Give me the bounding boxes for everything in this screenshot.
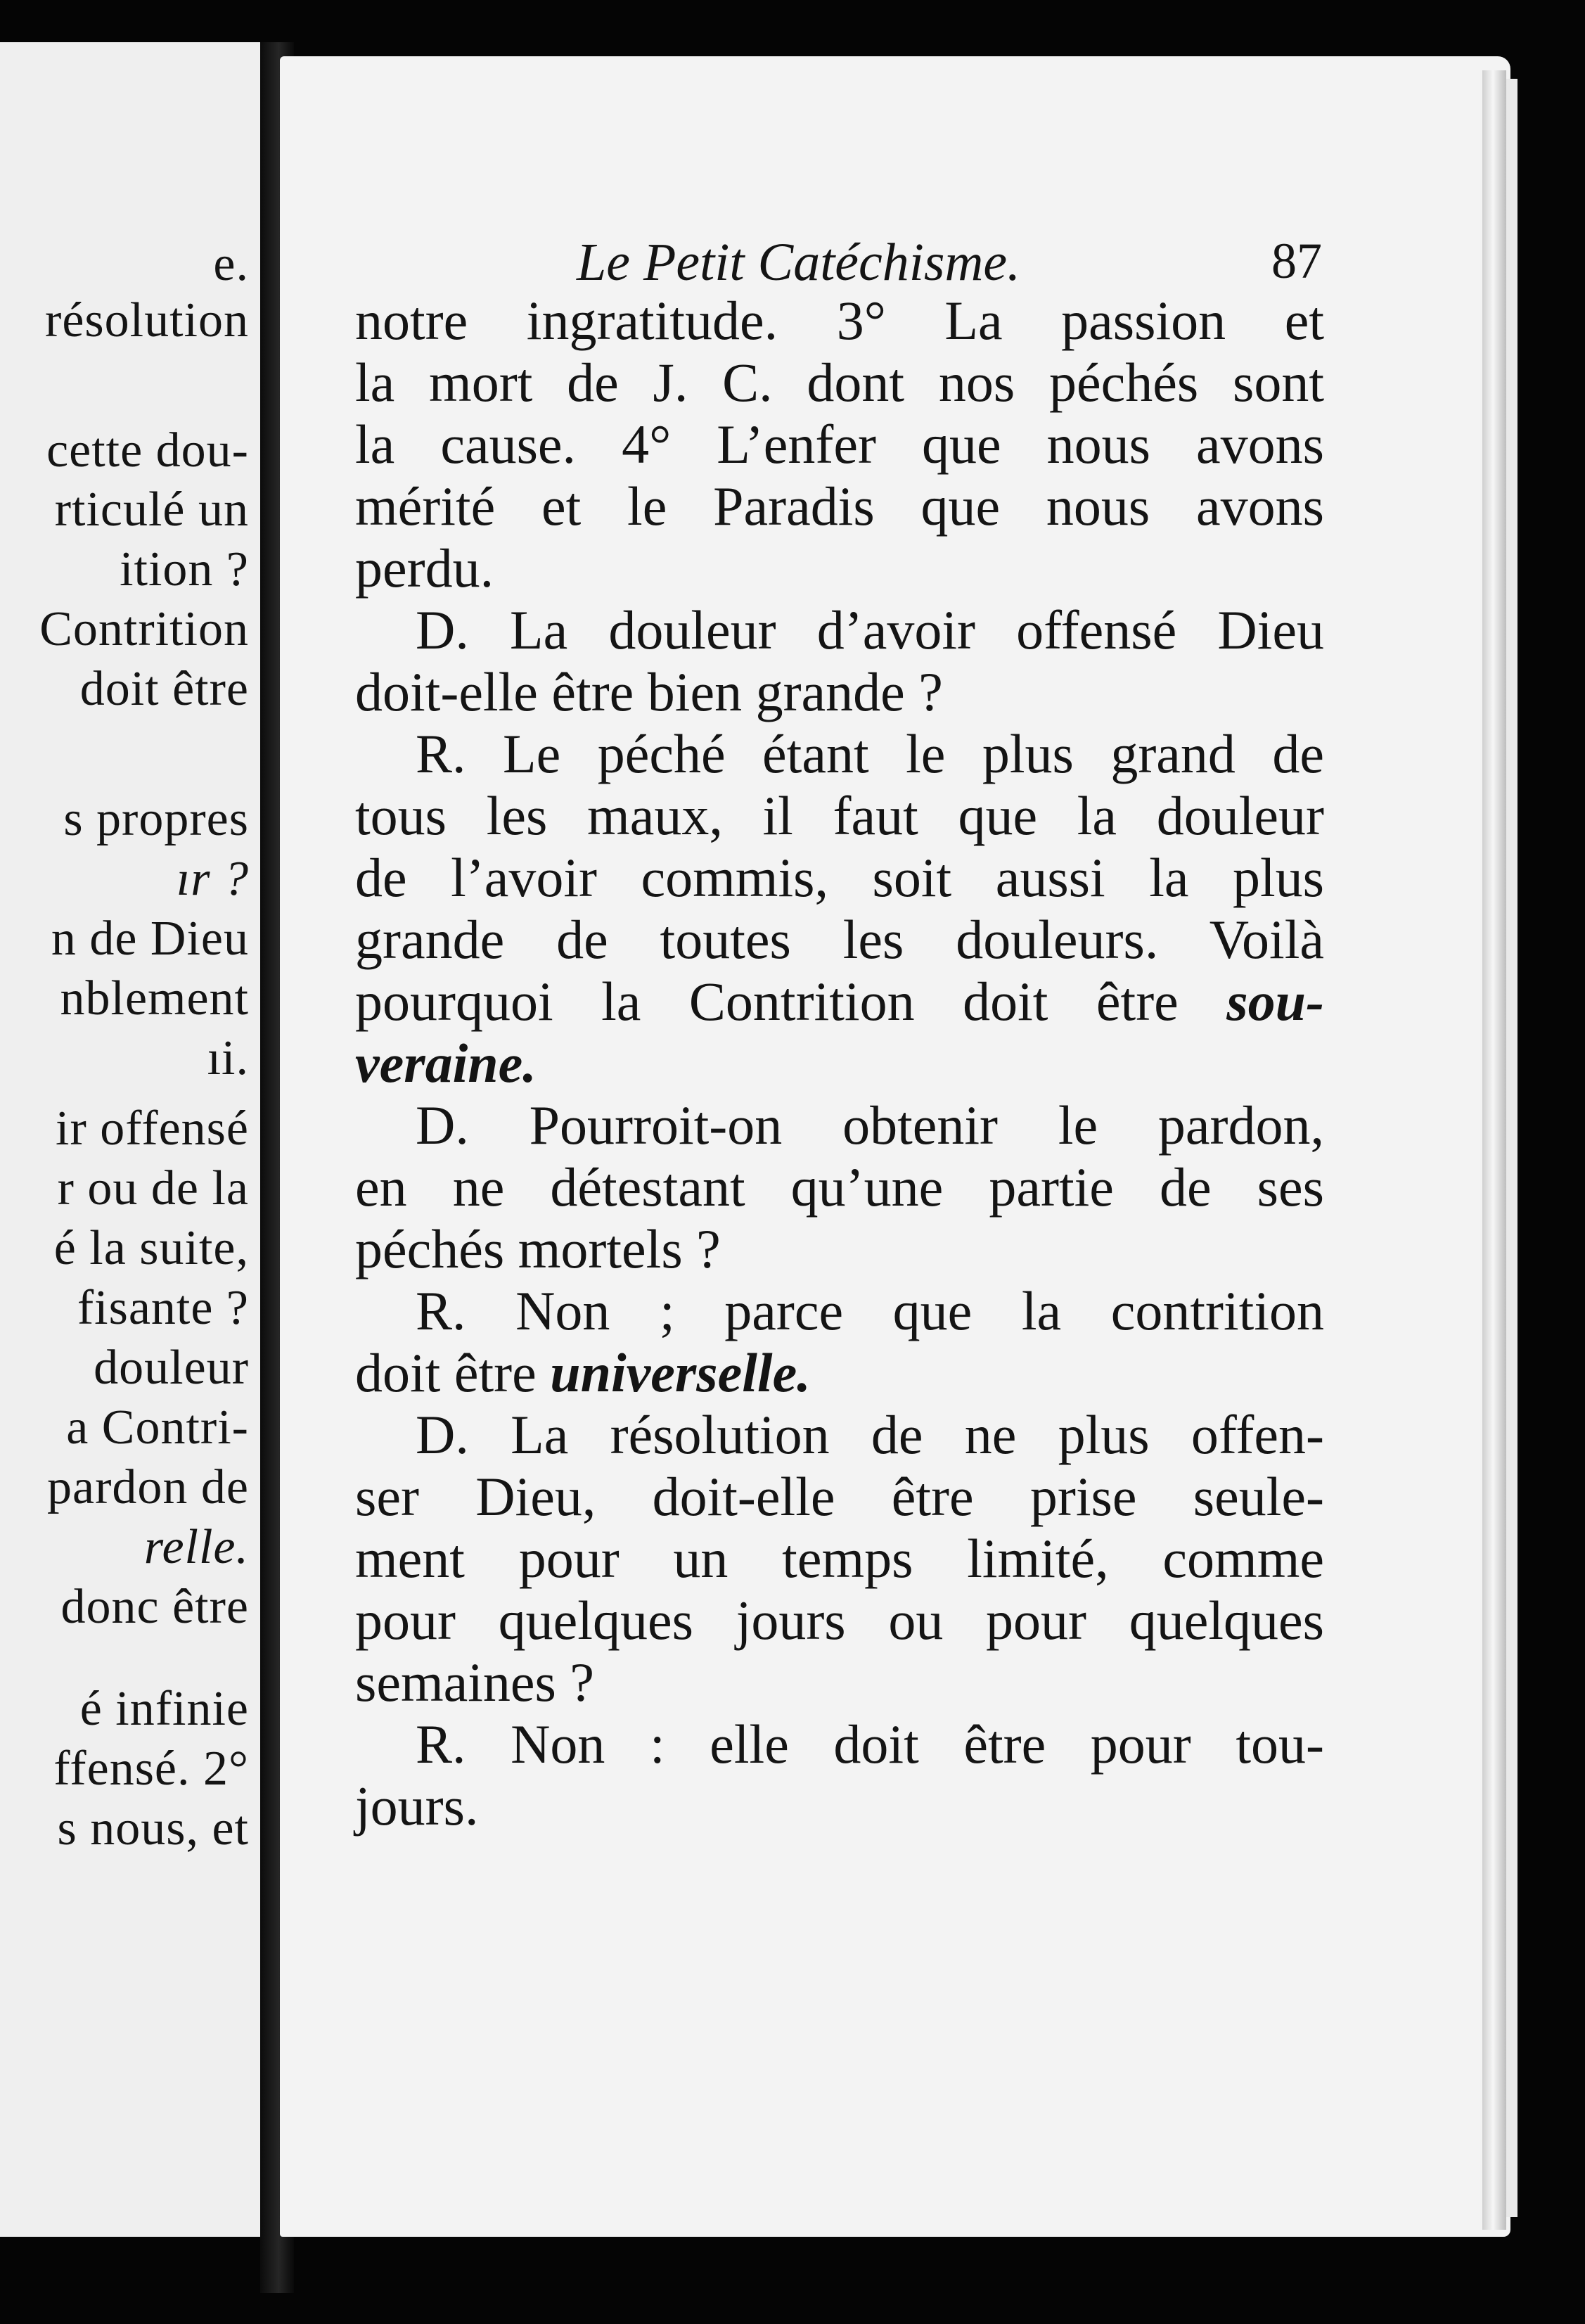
left-line: ır ? (176, 852, 249, 906)
question-line: doit-elle être bien grande ? (355, 661, 943, 722)
running-title: Le Petit Catéchisme. (577, 233, 1021, 292)
left-line: nblement (60, 971, 249, 1026)
page-edge (1482, 70, 1506, 2230)
left-line: donc être (60, 1580, 249, 1634)
left-line: é infinie (79, 1682, 249, 1736)
question-line: D. Pourroit-on obtenir le pardon, (416, 1094, 1324, 1156)
question-line: ment pour un temps limité, comme (355, 1528, 1324, 1589)
answer-text: pourquoi la Contrition doit être (355, 971, 1179, 1032)
text-line: perdu. (355, 537, 494, 599)
emphasis-text: universelle. (550, 1342, 811, 1403)
answer-line: grande de toutes les douleurs. Voilà (355, 909, 1324, 970)
answer-line: R. Le péché étant le plus grand de (416, 723, 1324, 784)
answer-line: R. Non ; parce que la contrition (416, 1280, 1324, 1341)
answer-line (355, 971, 1324, 1033)
left-page-fragment (0, 42, 267, 2237)
page-edge-inner (1506, 79, 1517, 2217)
left-line: a Contri- (66, 1400, 249, 1455)
left-line: é la suite, (53, 1221, 249, 1275)
left-line: s propres (63, 792, 249, 846)
left-line: cette dou- (46, 423, 249, 478)
left-line: ition ? (120, 542, 249, 596)
text-line: notre ingratitude. 3° La passion et (355, 290, 1324, 351)
answer-text: doit être (355, 1342, 537, 1403)
left-line: r ou de la (57, 1161, 249, 1215)
question-line: en ne détestant qu’une partie de ses (355, 1156, 1324, 1218)
left-line: résolution (45, 293, 249, 347)
emphasis-text: sou- (1226, 971, 1324, 1032)
answer-line: de l’avoir commis, soit aussi la plus (355, 847, 1324, 908)
question-line: pour quelques jours ou pour quelques (355, 1590, 1324, 1651)
left-line: Contrition (39, 602, 249, 656)
question-line: péchés mortels ? (355, 1218, 721, 1279)
left-line: rticulé un (54, 483, 249, 537)
left-line: douleur (94, 1341, 249, 1395)
page-number: 87 (1271, 233, 1322, 289)
left-line: n de Dieu (51, 912, 249, 966)
question-line: D. La douleur d’avoir offensé Dieu (416, 599, 1324, 660)
question-line: ser Dieu, doit-elle être prise seule- (355, 1466, 1324, 1527)
left-line: relle. (143, 1520, 249, 1574)
left-line: pardon de (47, 1460, 249, 1514)
running-head (352, 232, 1322, 295)
question-line: D. La résolution de ne plus offen- (416, 1404, 1324, 1465)
left-line: e. (213, 237, 249, 291)
left-line: s nous, et (57, 1801, 249, 1856)
emphasis-text: veraine. (355, 1033, 537, 1094)
left-line: ıi. (207, 1031, 249, 1085)
body-text (355, 290, 1324, 1837)
left-line: ir offensé (56, 1102, 249, 1156)
left-line: ffensé. 2° (53, 1742, 249, 1796)
answer-line: R. Non : elle doit être pour tou- (416, 1713, 1324, 1775)
text-line: la cause. 4° L’enfer que nous avons (355, 414, 1324, 475)
left-line: fisante ? (77, 1281, 249, 1335)
answer-line: tous les maux, il faut que la douleur (355, 785, 1324, 846)
text-line: mérité et le Paradis que nous avons (355, 475, 1324, 537)
answer-line (355, 1342, 1324, 1404)
answer-line: jours. (355, 1775, 479, 1837)
left-line: doit être (79, 662, 249, 716)
question-line: semaines ? (355, 1652, 595, 1713)
text-line: la mort de J. C. dont nos péchés sont (355, 352, 1324, 413)
answer-line (355, 1033, 1324, 1094)
